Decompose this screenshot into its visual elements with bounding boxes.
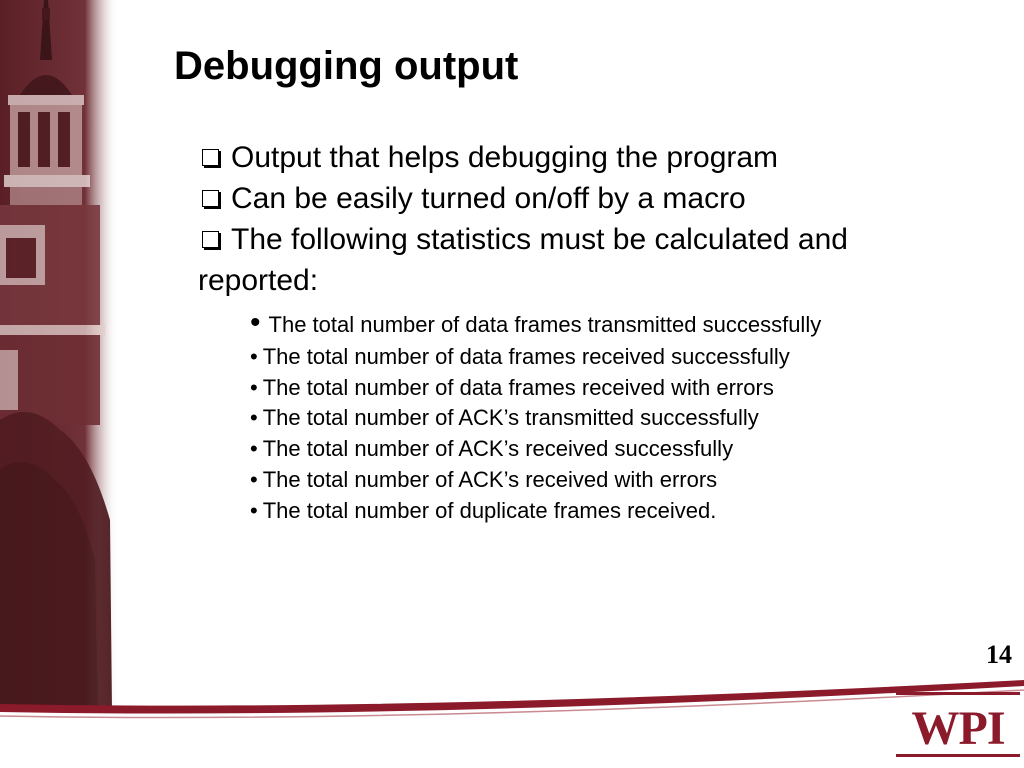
sub-bullet-text: The total number of ACK’s received successfully [262,436,734,462]
wpi-logo-text: WPI [911,702,1005,755]
sub-bullet-text: The total number of ACK’s received with errors [262,466,718,492]
bullet-dot-icon: • [250,405,258,431]
sub-bullet-text: The total number of data frames received successfully [262,344,790,369]
clock-tower-photo [0,0,118,712]
sub-bullet-item [250,434,950,465]
sub-bullet-item [250,306,950,342]
slide-title: Debugging output [174,44,519,88]
bullet-item [198,178,958,219]
sub-bullet-item [250,465,950,496]
sub-bullet-item [250,496,950,527]
bullet-dot-icon: • [250,497,258,523]
wpi-logo [894,688,1022,762]
square-checkbox-icon [202,190,219,207]
sub-bullet-text: The total number of duplicate frames received. [262,497,717,523]
sub-bullet-text: The total number of ACK’s transmitted successfully [262,405,759,431]
sub-bullet-text: The total number of data frames received with errors [262,374,774,400]
bottom-swoosh-divider [0,660,1024,768]
bullet-text: The following statistics must be calculated and reported: [198,223,848,297]
sub-bullet-item [250,342,950,373]
main-bullet-list [198,137,958,301]
bullet-dot-icon: • [250,374,258,400]
sub-bullet-list [250,306,950,526]
sub-bullet-item [250,403,950,434]
bullet-dot-icon: • [250,436,258,462]
bullet-dot-icon: • [250,466,258,492]
bullet-item [198,219,958,301]
bullet-dot-icon: • [250,344,258,369]
bullet-text: Can be easily turned on/off by a macro [231,182,746,215]
bullet-text: Output that helps debugging the program [231,141,779,174]
bullet-dot-icon: • [250,306,261,339]
bullet-item [198,137,958,178]
square-checkbox-icon [202,149,219,166]
page-number: 14 [986,640,1012,669]
sub-bullet-item [250,373,950,404]
square-checkbox-icon [202,231,219,248]
sub-bullet-text: The total number of data frames transmitted successfully [268,312,822,337]
